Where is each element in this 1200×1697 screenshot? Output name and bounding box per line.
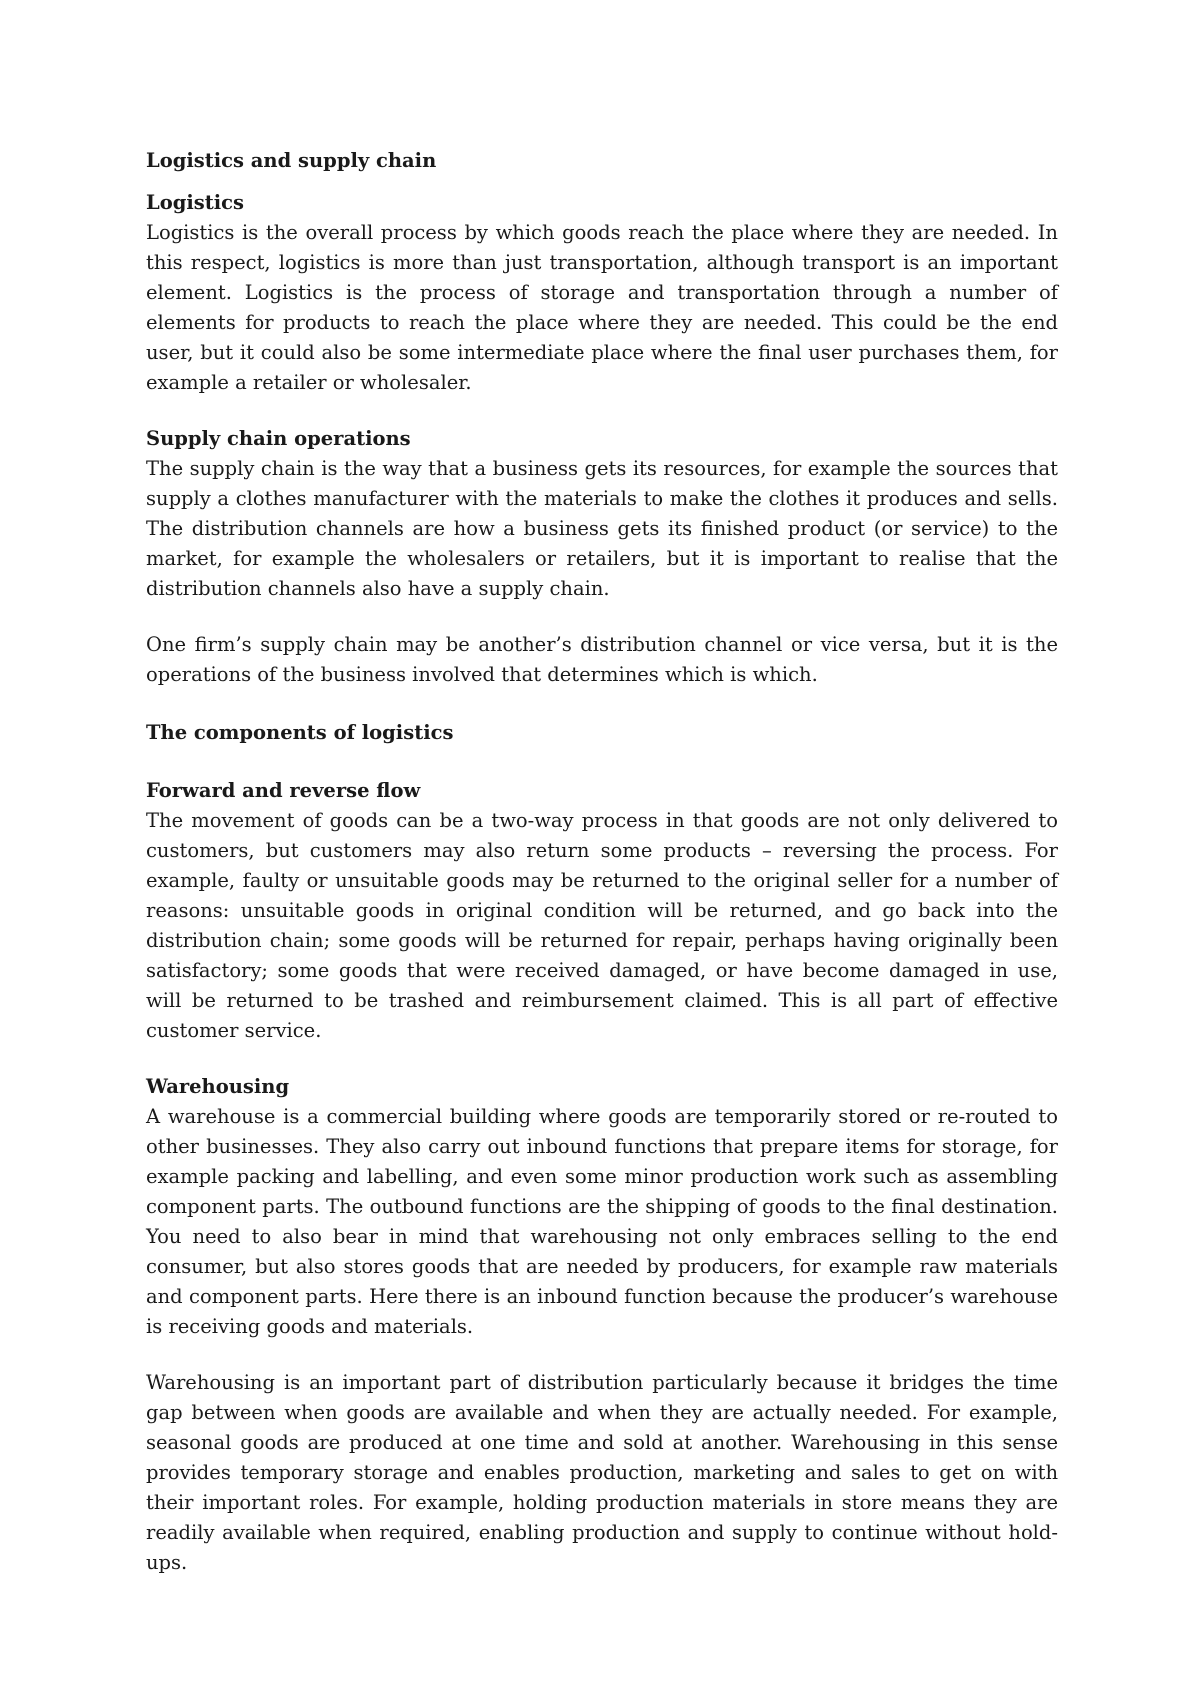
section-heading-forward-reverse: Forward and reverse flow [146, 779, 421, 802]
supply-chain-paragraph-1: The supply chain is the way that a business gets its resources, for example the sources that supply a clothes manufacturer with the materials to make the clothes it produces and sells. The distribution channels are how a business gets its finished product (or service) to the market, for example the wholesalers or retailers, but it is important to realise that the distribution channels also have a supply chain. [146, 457, 1058, 600]
spacer [146, 748, 1058, 776]
warehousing-paragraph-2: Warehousing is an important part of distribution particularly because it bridges the time gap between when goods are available and when they are actually needed. For example, seasonal goods are produced at one time and sold at another. Warehousing in this sense provides temporary storage and enables production, marketing and sales to get on with their important roles. For example, holding production materials in store means they are readily available when required, enabling production and supply to continue without hold-ups. [146, 1371, 1058, 1574]
supply-chain-paragraph-2: One firm’s supply chain may be another’s distribution channel or vice versa, but it is the operations of the business involved that determines which is which. [146, 633, 1058, 686]
section-heading-logistics: Logistics [146, 191, 245, 214]
spacer [146, 690, 1058, 718]
section-logistics [146, 188, 1058, 398]
spacer [146, 1046, 1058, 1072]
spacer [146, 398, 1058, 424]
section-warehousing [146, 1072, 1058, 1578]
section-components [146, 718, 1058, 748]
forward-reverse-paragraph: The movement of goods can be a two-way process in that goods are not only delivered to customers, but customers may also return some products – reversing the process. For example, faulty or unsuitable goods may be returned to the original seller for a number of reasons: unsuitable goods in original condition will be returned, and go back into the distribution chain; some goods will be returned for repair, perhaps having originally been satisfactory; some goods that were received damaged, or have become damaged in use, will be returned to be trashed and reimbursement claimed. This is all part of effective customer service. [146, 809, 1058, 1042]
logistics-paragraph: Logistics is the overall process by which goods reach the place where they are needed. In this respect, logistics is more than just transportation, although transport is an important element. Logistics is the process of storage and transportation through a number of elements for products to reach the place where they are needed. This could be the end user, but it could also be some intermediate place where the final user purchases them, for example a retailer or wholesaler. [146, 221, 1058, 394]
warehousing-paragraph-1: A warehouse is a commercial building where goods are temporarily stored or re-routed to other businesses. They also carry out inbound functions that prepare items for storage, for example packing and labelling, and even some minor production work such as assembling component parts. The outbound functions are the shipping of goods to the final destination. You need to also bear in mind that warehousing not only embraces selling to the end consumer, but also stores goods that are needed by producers, for example raw materials and component parts. Here there is an inbound function because the producer’s warehouse is receiving goods and materials. [146, 1105, 1058, 1338]
section-forward-reverse [146, 776, 1058, 1046]
spacer [146, 604, 1058, 630]
section-heading-warehousing: Warehousing [146, 1075, 290, 1098]
section-heading-components: The components of logistics [146, 721, 454, 744]
document-title: Logistics and supply chain [146, 149, 437, 172]
section-heading-supply-chain: Supply chain operations [146, 427, 411, 450]
section-supply-chain [146, 424, 1058, 690]
document-page [146, 146, 1058, 1578]
spacer [146, 1342, 1058, 1368]
